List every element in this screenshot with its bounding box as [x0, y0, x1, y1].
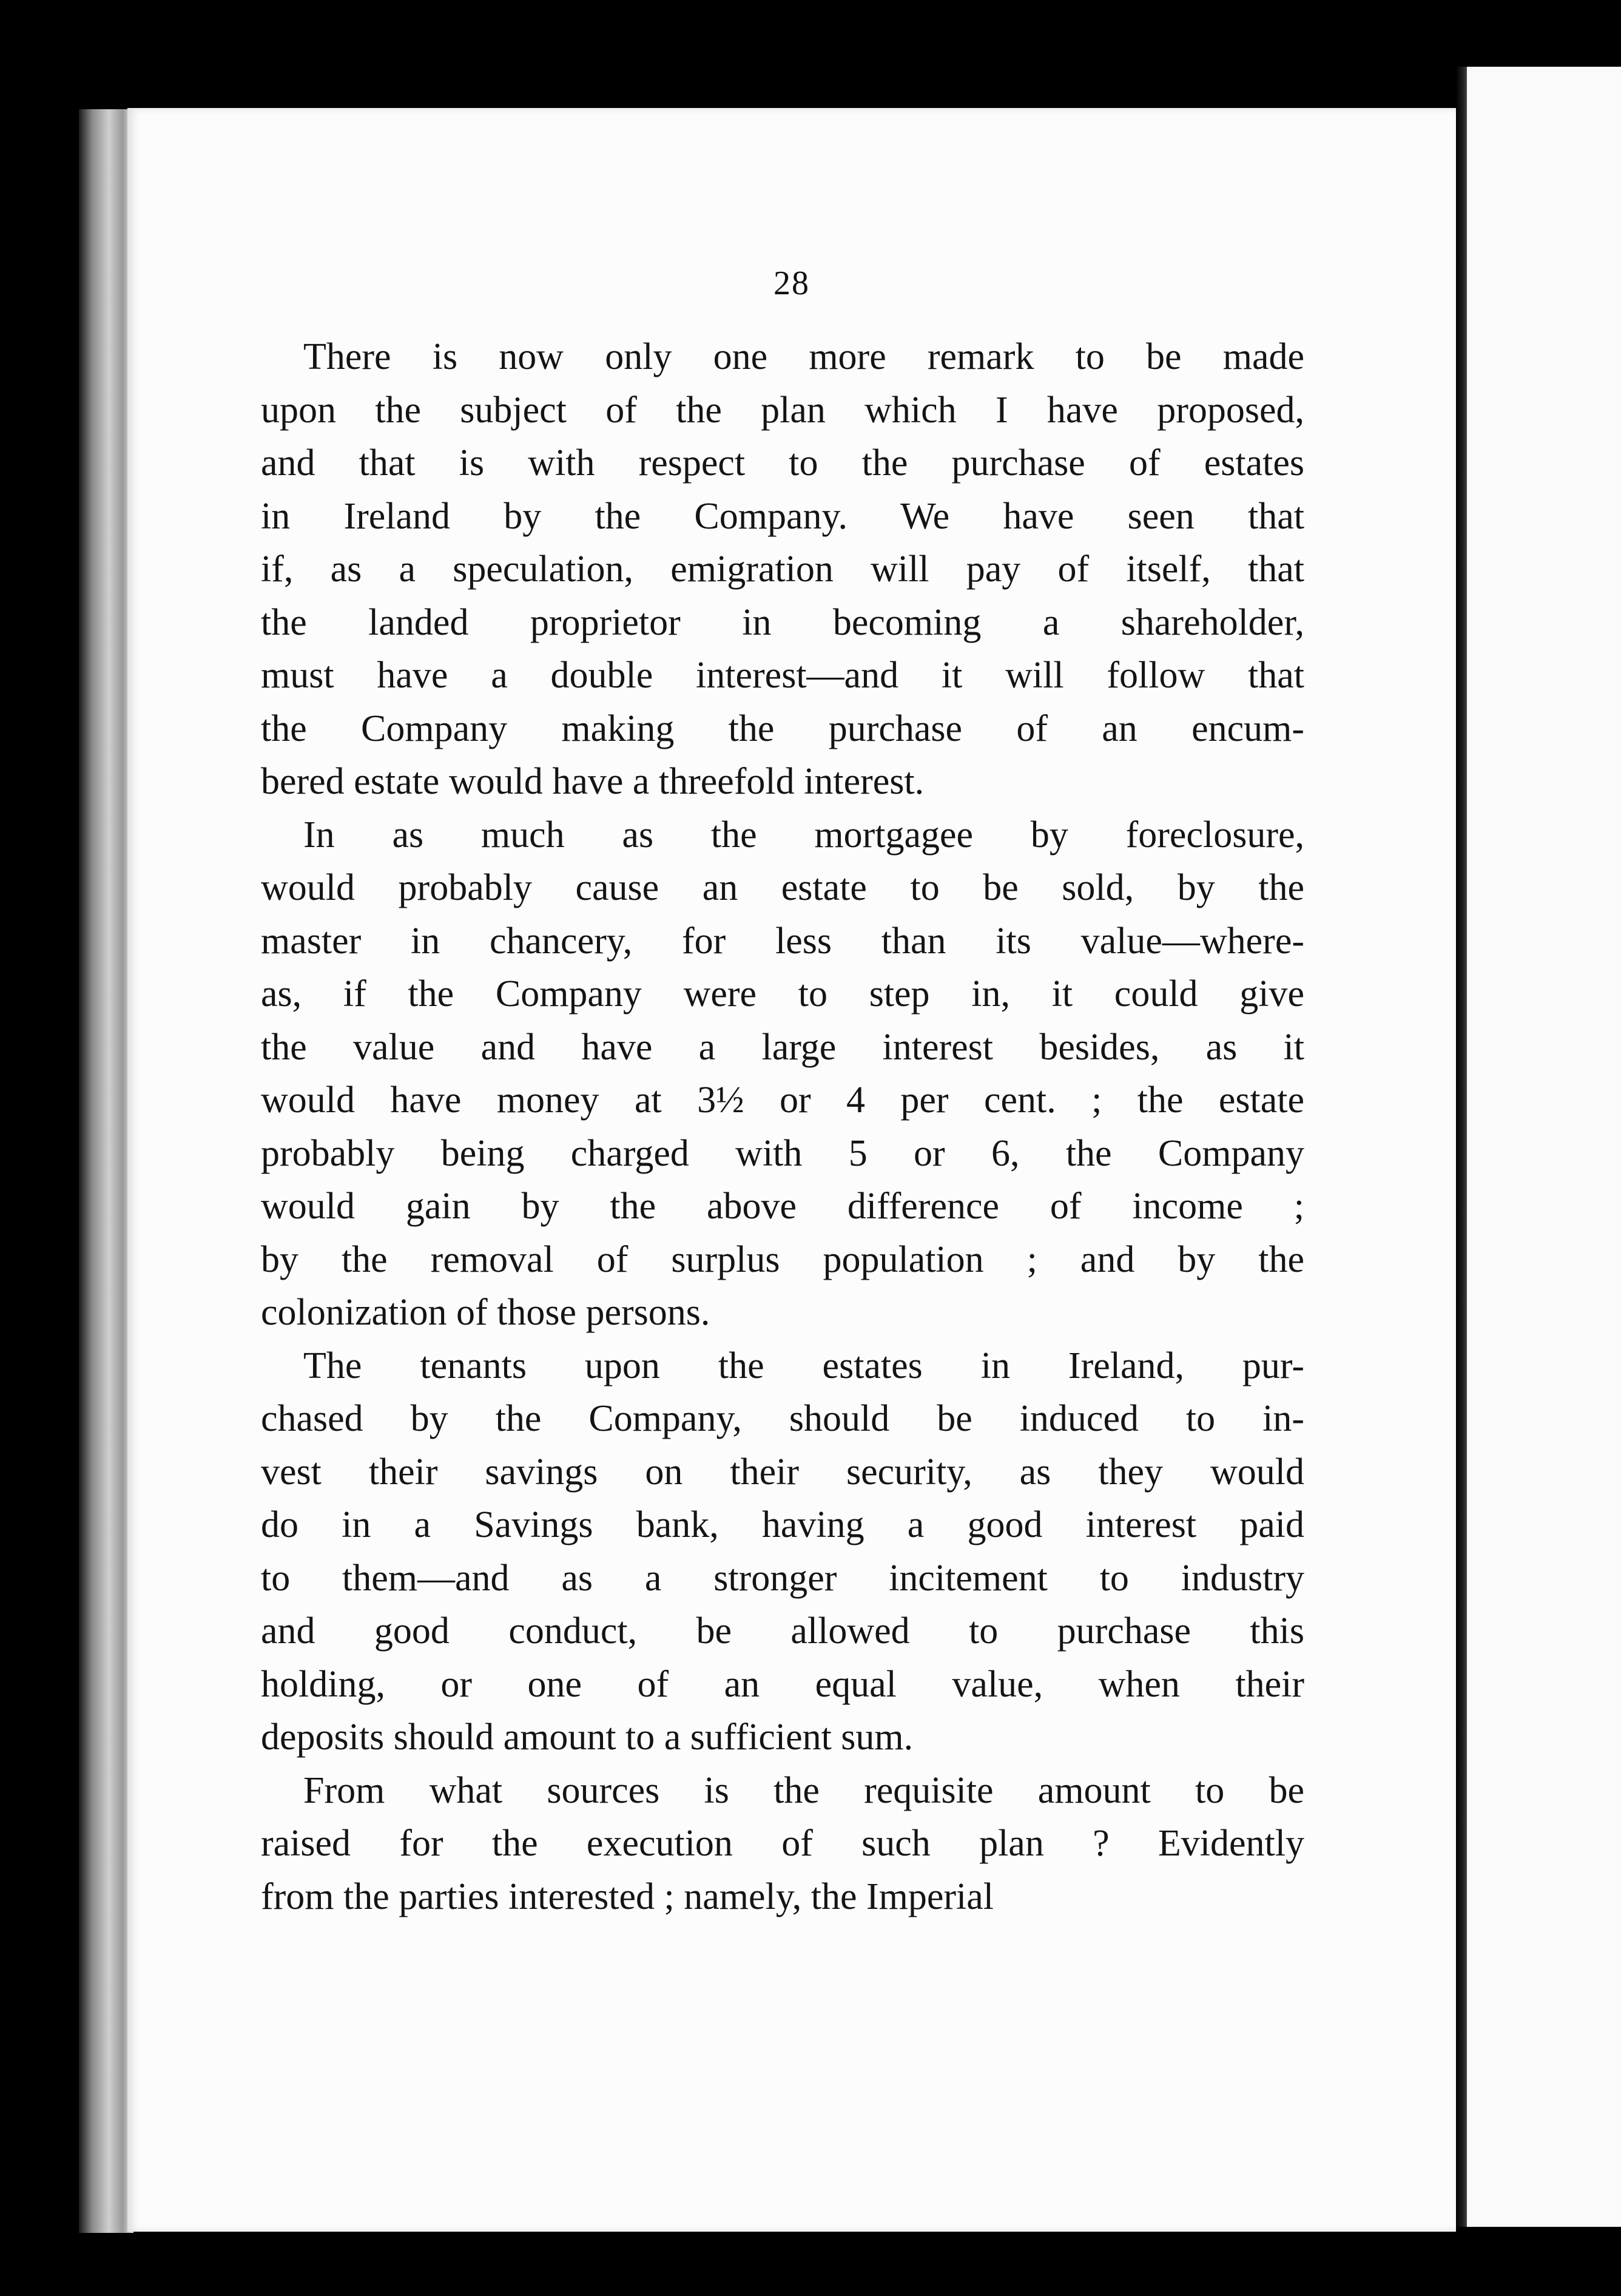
text-line: There is now only one more remark to be made	[303, 336, 1304, 377]
paragraph	[261, 1764, 1304, 1924]
text-line: holding, or one of an equal value, when their	[261, 1663, 1304, 1705]
text-line: raised for the execution of such plan ? Evidently	[261, 1823, 1304, 1864]
text-line: From what sources is the requisite amount to be	[303, 1769, 1304, 1811]
text-line: probably being charged with 5 or 6, the Company	[261, 1132, 1304, 1174]
text-line: and good conduct, be allowed to purchase this	[261, 1610, 1304, 1652]
text-line: master in chancery, for less than its value—where-	[261, 920, 1304, 962]
text-line: upon the subject of the plan which I have proposed,	[261, 389, 1304, 431]
text-line: would gain by the above difference of income ;	[261, 1186, 1304, 1227]
text-line: bered estate would have a threefold interest.	[261, 761, 925, 802]
text-line: the Company making the purchase of an encum-	[261, 707, 1304, 749]
page-number: 28	[773, 265, 810, 302]
text-line: if, as a speculation, emigration will pay of itself, that	[261, 549, 1304, 590]
text-line: in Ireland by the Company. We have seen that	[261, 495, 1304, 537]
text-line: The tenants upon the estates in Ireland, pur-	[303, 1345, 1304, 1386]
text-line: by the removal of surplus population ; and by the	[261, 1238, 1304, 1280]
text-line: colonization of those persons.	[261, 1292, 710, 1333]
text-line: to them—and as a stronger incitement to industry	[261, 1557, 1304, 1599]
body-text	[261, 331, 1304, 1923]
paragraph	[261, 331, 1304, 809]
text-line: would have money at 3½ or 4 per cent. ; the estate	[261, 1079, 1304, 1121]
binding-shadow	[79, 109, 133, 2233]
adjacent-page	[1467, 67, 1621, 2227]
text-line: In as much as the mortgagee by foreclosure,	[303, 814, 1304, 856]
text-line: and that is with respect to the purchase of estates	[261, 442, 1304, 484]
text-line: the landed proprietor in becoming a shareholder,	[261, 601, 1304, 643]
text-line: vest their savings on their security, as they would	[261, 1451, 1304, 1493]
paragraph	[261, 809, 1304, 1340]
text-line: deposits should amount to a sufficient sum.	[261, 1717, 914, 1758]
text-line: must have a double interest—and it will follow that	[261, 655, 1304, 696]
text-line: do in a Savings bank, having a good interest paid	[261, 1504, 1304, 1545]
text-line: the value and have a large interest besides, as it	[261, 1026, 1304, 1068]
text-line: chased by the Company, should be induced to in-	[261, 1398, 1304, 1439]
text-line: from the parties interested ; namely, the Imperial	[261, 1876, 994, 1917]
text-line: as, if the Company were to step in, it could give	[261, 973, 1304, 1015]
text-line: would probably cause an estate to be sold, by the	[261, 867, 1304, 908]
paragraph	[261, 1340, 1304, 1764]
